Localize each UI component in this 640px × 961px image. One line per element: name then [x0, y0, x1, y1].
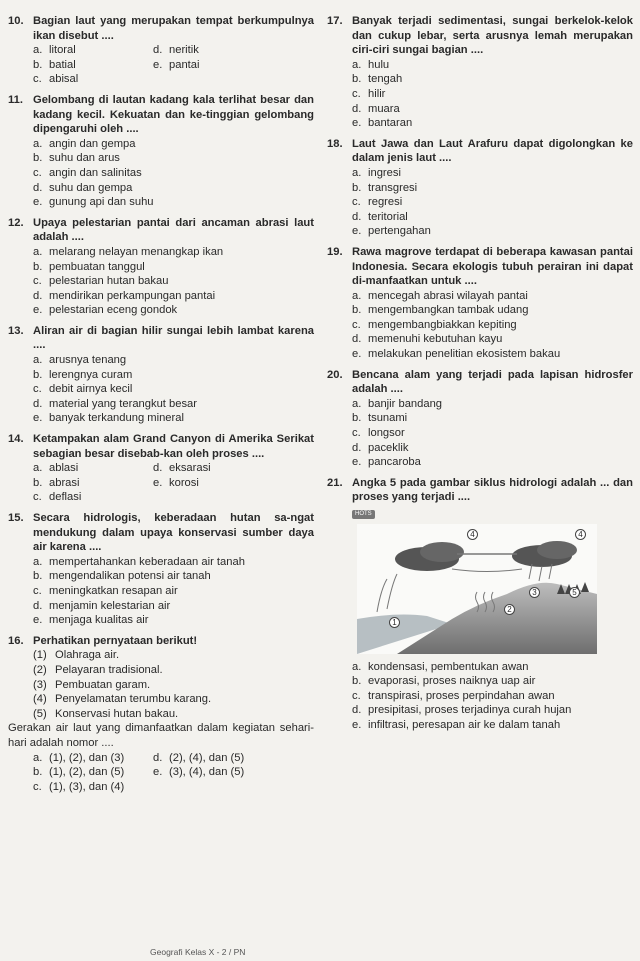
question-header [8, 634, 314, 649]
option-letter: e. [352, 456, 362, 469]
hots-badge: HOTS [352, 510, 375, 519]
option-text: banjir bandang [368, 397, 443, 410]
option-text: menjaga kualitas air [49, 614, 149, 627]
option-letter: c. [33, 584, 42, 597]
option-letter: b. [352, 412, 362, 425]
question-text: Banyak terjadi sedimentasi, sungai berkelok-kelok dan cukup lebar, serta arusnya lemah merupakan ciri-ciri sungai bagian .... [352, 15, 633, 57]
option-letter: a. [33, 245, 43, 258]
option-text: kondensasi, pembentukan awan [368, 660, 529, 673]
option-text: angin dan salinitas [49, 166, 142, 179]
option-q17-1[interactable] [352, 72, 633, 87]
option-q21-2[interactable] [352, 689, 633, 704]
option-text: (1), (3), dan (4) [49, 780, 125, 793]
question-number: 20. [327, 368, 343, 381]
option-letter: b. [352, 675, 362, 688]
option-text: menjamin kelestarian air [49, 599, 171, 612]
question-q20 [327, 368, 633, 470]
option-letter: e. [33, 412, 43, 425]
option-letter: c. [33, 73, 42, 86]
option-q13-4[interactable] [33, 411, 314, 426]
question-q13 [8, 324, 314, 426]
option-letter: b. [33, 152, 43, 165]
option-letter: d. [33, 599, 43, 612]
question-number: 12. [8, 216, 24, 229]
options-q17 [352, 58, 633, 131]
option-text: (2), (4), dan (5) [169, 751, 245, 764]
option-text: paceklik [368, 441, 409, 454]
option-text: transpirasi, proses perpindahan awan [368, 689, 555, 702]
option-letter: b. [33, 570, 43, 583]
question-header [327, 137, 633, 166]
option-text: regresi [368, 196, 403, 209]
option-letter: d. [352, 441, 362, 454]
option-letter: b. [352, 181, 362, 194]
option-letter: c. [352, 689, 361, 702]
option-text: hulu [368, 58, 390, 71]
option-letter: b. [33, 476, 43, 489]
option-q14-1[interactable] [153, 461, 314, 476]
option-letter: d. [33, 289, 43, 302]
question-text: Aliran air di bagian hilir sungai lebih lambat karena .... [33, 324, 314, 352]
option-letter: e. [153, 476, 163, 489]
statement-text: Penyelamatan terumbu karang. [55, 693, 212, 706]
option-letter: a. [33, 462, 43, 475]
option-q16-1[interactable] [153, 751, 314, 766]
statement-number: (5) [33, 707, 47, 720]
question-number: 15. [8, 512, 24, 524]
question-header [327, 368, 633, 397]
option-text: pancaroba [368, 456, 421, 469]
option-letter: a. [33, 354, 43, 367]
option-q17-3[interactable] [352, 102, 633, 117]
option-letter: c. [352, 196, 361, 209]
option-q12-2[interactable] [33, 274, 314, 289]
option-q17-0[interactable] [352, 58, 633, 73]
option-text: angin dan gempa [49, 137, 136, 150]
options-q14 [33, 461, 314, 505]
question-number: 16. [8, 634, 24, 647]
option-letter: b. [33, 368, 43, 381]
option-text: evaporasi, proses naiknya uap air [368, 675, 536, 688]
option-text: presipitasi, proses terjadinya curah hujan [368, 704, 572, 717]
question-text: Rawa magrove terdapat di beberapa kawasan pantai Indonesia. Secara ekologis tubuh perairan ini dapat di-manfaatkan untuk .... [352, 245, 633, 288]
statement-number: (3) [33, 678, 47, 691]
option-q17-2[interactable] [352, 87, 633, 102]
option-letter: c. [33, 166, 42, 179]
option-text: pertengahan [368, 225, 431, 238]
option-text: teritorial [368, 210, 408, 223]
option-text: tengah [368, 73, 403, 86]
hydrologic-cycle-diagram [357, 524, 597, 654]
option-text: transgresi [368, 181, 418, 194]
option-q18-0[interactable] [352, 166, 633, 181]
statement-item [33, 692, 314, 707]
option-letter: c. [33, 275, 42, 288]
statement-item [33, 663, 314, 678]
question-header [8, 14, 314, 43]
question-number: 14. [8, 433, 24, 446]
question-number: 21. [327, 476, 343, 489]
option-q16-2[interactable] [33, 765, 153, 780]
statement-item [33, 648, 314, 663]
option-text: debit airnya kecil [49, 383, 133, 396]
option-text: longsor [368, 427, 405, 440]
option-text: neritik [169, 44, 199, 57]
question-q21 [327, 476, 633, 733]
statement-text: Olahraga air. [55, 649, 120, 662]
question-header [327, 476, 633, 505]
option-text: (1), (2), dan (5) [49, 766, 125, 779]
options-q11 [33, 137, 314, 210]
option-letter: a. [33, 44, 43, 57]
option-text: meningkatkan resapan air [49, 584, 178, 597]
option-q12-4[interactable] [33, 303, 314, 318]
option-q15-4[interactable] [33, 613, 314, 628]
option-text: material yang terangkut besar [49, 397, 198, 410]
page-footer: Geografi Kelas X - 2 / PN [150, 947, 246, 957]
option-letter: d. [33, 397, 43, 410]
option-q16-3[interactable] [153, 765, 314, 780]
option-text: banyak terkandung mineral [49, 412, 184, 425]
options-q20 [352, 397, 633, 470]
option-q12-3[interactable] [33, 289, 314, 304]
option-q15-2[interactable] [33, 584, 314, 599]
option-letter: e. [352, 348, 362, 361]
options-q12 [33, 245, 314, 318]
option-q18-4[interactable] [352, 224, 633, 239]
option-text: mengembangbiakkan kepiting [368, 318, 517, 331]
option-letter: a. [33, 555, 43, 568]
option-text: infiltrasi, peresapan air ke dalam tanah [368, 718, 561, 731]
question-text: Angka 5 pada gambar siklus hidrologi adalah ... dan proses yang terjadi .... [352, 476, 633, 504]
option-letter: b. [33, 260, 43, 273]
option-q16-0[interactable] [33, 751, 153, 766]
option-letter: e. [153, 58, 163, 71]
option-letter: c. [33, 780, 42, 793]
option-q13-3[interactable] [33, 397, 314, 412]
option-q13-1[interactable] [33, 368, 314, 383]
option-q20-0[interactable] [352, 397, 633, 412]
option-letter: d. [153, 751, 163, 764]
question-text: Laut Jawa dan Laut Arafuru dapat digolongkan ke dalam jenis laut .... [352, 137, 633, 165]
question-number: 11. [8, 93, 23, 106]
option-text: mencegah abrasi wilayah pantai [368, 289, 528, 302]
diagram-label-6: 5 [569, 587, 580, 598]
options-q16 [33, 751, 314, 795]
option-q18-1[interactable] [352, 181, 633, 196]
statement-number: (1) [33, 649, 47, 662]
option-letter: b. [33, 766, 43, 779]
option-q17-4[interactable] [352, 116, 633, 131]
option-q20-1[interactable] [352, 411, 633, 426]
option-text: mengembangkan tambak udang [368, 304, 529, 317]
option-text: melakukan penelitian ekosistem bakau [368, 348, 561, 361]
option-text: pembuatan tanggul [49, 260, 145, 273]
option-text: abrasi [49, 476, 80, 489]
option-q20-3[interactable] [352, 441, 633, 456]
question-text: Perhatikan pernyataan berikut! [33, 634, 198, 647]
option-text: batial [49, 58, 76, 71]
option-letter: d. [33, 181, 43, 194]
option-q10-2[interactable] [33, 58, 153, 73]
question-number: 10. [8, 15, 24, 27]
option-letter: e. [352, 225, 362, 238]
statement-item [33, 678, 314, 693]
option-q10-1[interactable] [153, 43, 314, 58]
option-q18-3[interactable] [352, 210, 633, 225]
question-text: Secara hidrologis, keberadaan hutan sa-ngat mendukung dalam upaya konservasi sumber daya air karena .... [33, 512, 314, 554]
option-q14-3[interactable] [153, 476, 314, 491]
option-letter: e. [153, 766, 163, 779]
option-q21-0[interactable] [352, 660, 633, 675]
option-q13-2[interactable] [33, 382, 314, 397]
option-letter: a. [352, 397, 362, 410]
option-q21-1[interactable] [352, 674, 633, 689]
option-letter: e. [33, 196, 43, 209]
option-text: litoral [49, 44, 76, 57]
option-letter: d. [352, 704, 362, 717]
option-q11-0[interactable] [33, 137, 314, 152]
question-header [327, 14, 633, 58]
option-text: (1), (2), dan (3) [49, 751, 125, 764]
option-q10-0[interactable] [33, 43, 153, 58]
question-q15 [8, 511, 314, 628]
question-header [327, 245, 633, 289]
question-q17 [327, 14, 633, 131]
option-text: deflasi [49, 491, 82, 504]
statement-list [33, 648, 314, 721]
statement-text: Pelayaran tradisional. [55, 663, 163, 676]
option-letter: d. [352, 333, 362, 346]
option-letter: e. [33, 614, 43, 627]
options-q10 [33, 43, 314, 87]
question-q19 [327, 245, 633, 362]
option-q19-3[interactable] [352, 332, 633, 347]
question-text: Gelombang di lautan kadang kala terlihat besar dan kadang kecil. Kekuatan dan ke-tinggian gelombang dipengaruhi oleh .... [33, 93, 314, 136]
question-text: Upaya pelestarian pantai dari ancaman abrasi laut adalah .... [33, 216, 314, 244]
question-q12 [8, 216, 314, 318]
option-q19-1[interactable] [352, 303, 633, 318]
option-letter: c. [33, 383, 42, 396]
option-letter: c. [352, 318, 361, 331]
option-q11-1[interactable] [33, 151, 314, 166]
option-text: bantaran [368, 117, 413, 130]
option-letter: b. [352, 73, 362, 86]
option-text: mempertahankan keberadaan air tanah [49, 555, 245, 568]
option-q11-4[interactable] [33, 195, 314, 210]
option-text: pantai [169, 58, 200, 71]
question-text: Bagian laut yang merupakan tempat berkumpulnya ikan disebut .... [33, 15, 314, 42]
question-number: 17. [327, 15, 343, 27]
option-q14-4[interactable] [33, 490, 153, 505]
question-header [8, 511, 314, 555]
option-letter: a. [33, 137, 43, 150]
option-text: (3), (4), dan (5) [169, 766, 245, 779]
question-header [8, 93, 314, 137]
diagram-label-4: 4 [467, 529, 478, 540]
option-letter: d. [153, 462, 163, 475]
option-q15-3[interactable] [33, 599, 314, 614]
option-text: abisal [49, 73, 79, 86]
option-text: suhu dan gempa [49, 181, 133, 194]
question-number: 18. [327, 137, 343, 150]
option-letter: e. [33, 304, 43, 317]
statement-number: (4) [33, 693, 47, 706]
options-q13 [33, 353, 314, 426]
option-text: mengendalikan potensi air tanah [49, 570, 211, 583]
option-text: arusnya tenang [49, 354, 127, 367]
question-number: 19. [327, 245, 343, 258]
question-text: Ketampakan alam Grand Canyon di Amerika Serikat sebagian besar disebab-kan oleh proses .... [33, 433, 314, 460]
question-header [8, 324, 314, 353]
options-q21 [352, 660, 633, 733]
option-q21-4[interactable] [352, 718, 633, 733]
option-letter: a. [352, 58, 362, 71]
statement-text: Pembuatan garam. [55, 678, 151, 691]
option-letter: c. [352, 427, 361, 440]
right-column [327, 14, 633, 739]
option-q19-2[interactable] [352, 318, 633, 333]
question-header [8, 432, 314, 461]
question-q10 [8, 14, 314, 87]
option-q11-3[interactable] [33, 181, 314, 196]
option-letter: e. [352, 718, 362, 731]
option-letter: c. [352, 87, 361, 100]
question-header [8, 216, 314, 245]
statement-text: Konservasi hutan bakau. [55, 707, 179, 720]
option-letter: e. [352, 117, 362, 130]
option-q19-0[interactable] [352, 289, 633, 304]
options-q15 [33, 555, 314, 628]
statement-item [33, 707, 314, 722]
option-q14-0[interactable] [33, 461, 153, 476]
question-q16 [8, 634, 314, 795]
option-q16-4[interactable] [33, 780, 153, 795]
question-number: 13. [8, 324, 24, 337]
option-q12-1[interactable] [33, 260, 314, 275]
option-letter: a. [352, 660, 362, 673]
diagram-label-2: 2 [504, 604, 515, 615]
question-q18 [327, 137, 633, 239]
option-text: ablasi [49, 462, 79, 475]
option-letter: a. [352, 166, 362, 179]
option-text: pelestarian hutan bakau [49, 275, 169, 288]
option-q12-0[interactable] [33, 245, 314, 260]
question-q11 [8, 93, 314, 210]
option-letter: d. [352, 102, 362, 115]
left-column [8, 14, 314, 800]
option-q14-2[interactable] [33, 476, 153, 491]
option-text: tsunami [368, 412, 408, 425]
options-q19 [352, 289, 633, 362]
option-text: ingresi [368, 166, 401, 179]
option-letter: a. [352, 289, 362, 302]
options-q18 [352, 166, 633, 239]
option-text: eksarasi [169, 462, 211, 475]
option-letter: a. [33, 751, 43, 764]
option-letter: b. [352, 304, 362, 317]
option-text: korosi [169, 476, 199, 489]
option-letter: d. [352, 210, 362, 223]
option-letter: d. [153, 44, 163, 57]
option-letter: b. [33, 58, 43, 71]
option-letter: c. [33, 491, 42, 504]
option-text: memenuhi kebutuhan kayu [368, 333, 503, 346]
option-q15-1[interactable] [33, 569, 314, 584]
option-text: muara [368, 102, 400, 115]
option-text: hilir [368, 87, 386, 100]
diagram-label-5: 4 [575, 529, 586, 540]
option-text: mendirikan perkampungan pantai [49, 289, 216, 302]
option-q18-2[interactable] [352, 195, 633, 210]
option-q11-2[interactable] [33, 166, 314, 181]
option-q10-4[interactable] [33, 72, 153, 87]
diagram-label-1: 1 [389, 617, 400, 628]
option-text: suhu dan arus [49, 152, 120, 165]
option-q10-3[interactable] [153, 58, 314, 73]
question-q14 [8, 432, 314, 505]
option-text: pelestarian eceng gondok [49, 304, 178, 317]
option-q13-0[interactable] [33, 353, 314, 368]
option-q15-0[interactable] [33, 555, 314, 570]
option-q19-4[interactable] [352, 347, 633, 362]
option-q20-2[interactable] [352, 426, 633, 441]
option-text: gunung api dan suhu [49, 196, 154, 209]
option-q20-4[interactable] [352, 455, 633, 470]
sub-question: Gerakan air laut yang dimanfaatkan dalam kegiatan sehari-hari adalah nomor .... [8, 722, 314, 749]
option-text: melarang nelayan menangkap ikan [49, 245, 224, 258]
option-q21-3[interactable] [352, 703, 633, 718]
question-text: Bencana alam yang terjadi pada lapisan hidrosfer adalah .... [352, 368, 633, 396]
option-text: lerengnya curam [49, 368, 133, 381]
diagram-label-3: 3 [529, 587, 540, 598]
statement-number: (2) [33, 663, 47, 676]
